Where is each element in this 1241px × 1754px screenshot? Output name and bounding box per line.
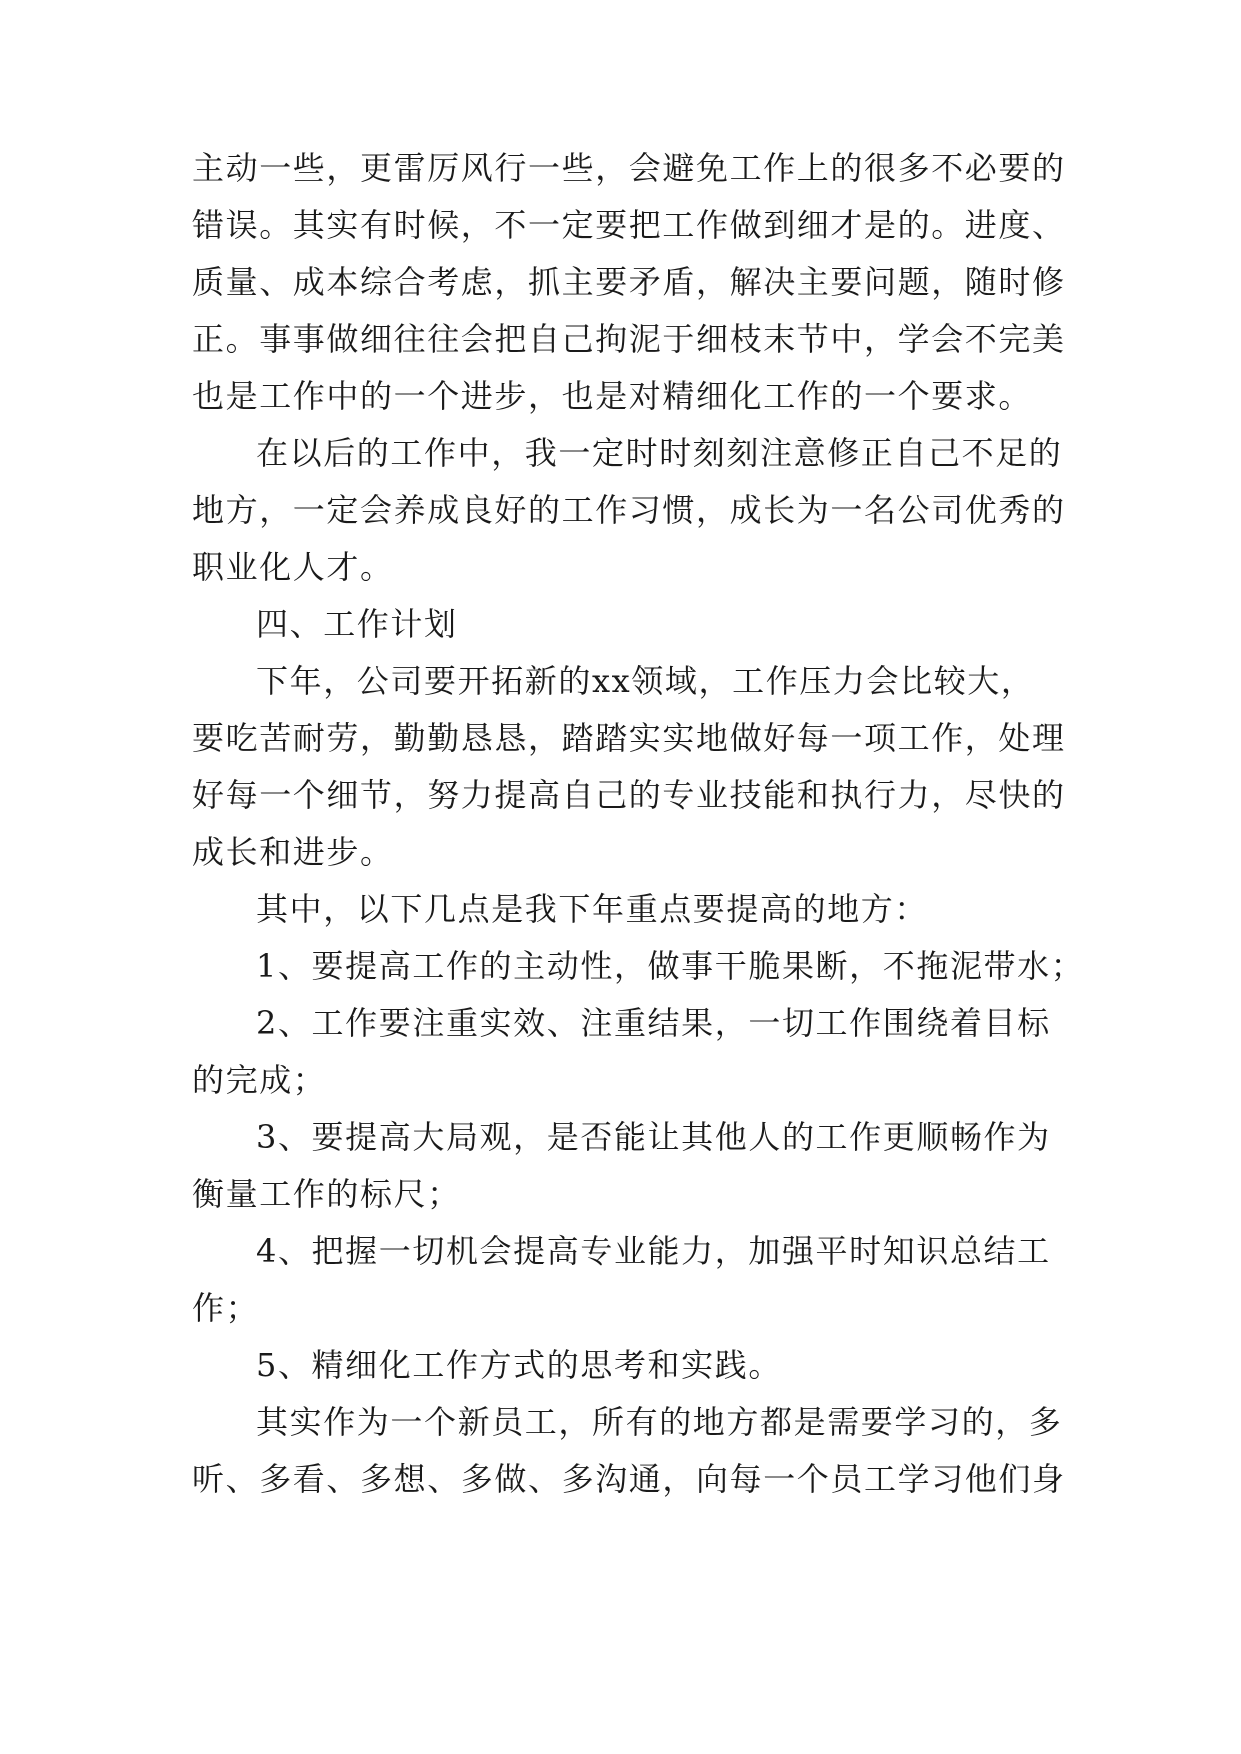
text-line: 要吃苦耐劳，勤勤恳恳，踏踏实实地做好每一项工作，处理 <box>192 719 1066 757</box>
paragraph-start-line: 其实作为一个新员工，所有的地方都是需要学习的，多 <box>256 1403 1063 1441</box>
text-line: 的完成； <box>192 1061 327 1099</box>
text-line: 也是工作中的一个进步，也是对精细化工作的一个要求。 <box>192 377 1033 415</box>
text-line: 质量、成本综合考虑，抓主要矛盾，解决主要问题，随时修 <box>192 263 1066 301</box>
section-heading: 四、工作计划 <box>256 605 458 643</box>
paragraph-start-line: 在以后的工作中，我一定时时刻刻注意修正自己不足的 <box>256 434 1063 472</box>
text-line: 成长和进步。 <box>192 833 394 871</box>
list-item-5: 5、精细化工作方式的思考和实践。 <box>256 1346 782 1384</box>
list-item-4: 4、把握一切机会提高专业能力，加强平时知识总结工 <box>256 1232 1051 1270</box>
text-line: 地方，一定会养成良好的工作习惯，成长为一名公司优秀的 <box>192 491 1066 529</box>
list-item-2: 2、工作要注重实效、注重结果，一切工作围绕着目标 <box>256 1004 1051 1042</box>
text-line: 错误。其实有时候，不一定要把工作做到细才是的。进度、 <box>192 206 1066 244</box>
text-line: 作； <box>192 1289 260 1327</box>
text-line: 正。事事做细往往会把自己拘泥于细枝末节中，学会不完美 <box>192 320 1066 358</box>
text-line: 职业化人才。 <box>192 548 394 586</box>
list-item-1: 1、要提高工作的主动性，做事干脆果断，不拖泥带水； <box>256 947 1085 985</box>
text-line: 衡量工作的标尺； <box>192 1175 461 1213</box>
list-item-3: 3、要提高大局观，是否能让其他人的工作更顺畅作为 <box>256 1118 1051 1156</box>
paragraph-start-line: 下年，公司要开拓新的xx领域，工作压力会比较大， <box>256 662 1035 700</box>
paragraph-start-line: 其中，以下几点是我下年重点要提高的地方： <box>256 890 929 928</box>
text-line: 听、多看、多想、多做、多沟通，向每一个员工学习他们身 <box>192 1460 1066 1498</box>
text-line: 主动一些，更雷厉风行一些，会避免工作上的很多不必要的 <box>192 149 1066 187</box>
text-line: 好每一个细节，努力提高自己的专业技能和执行力，尽快的 <box>192 776 1066 814</box>
